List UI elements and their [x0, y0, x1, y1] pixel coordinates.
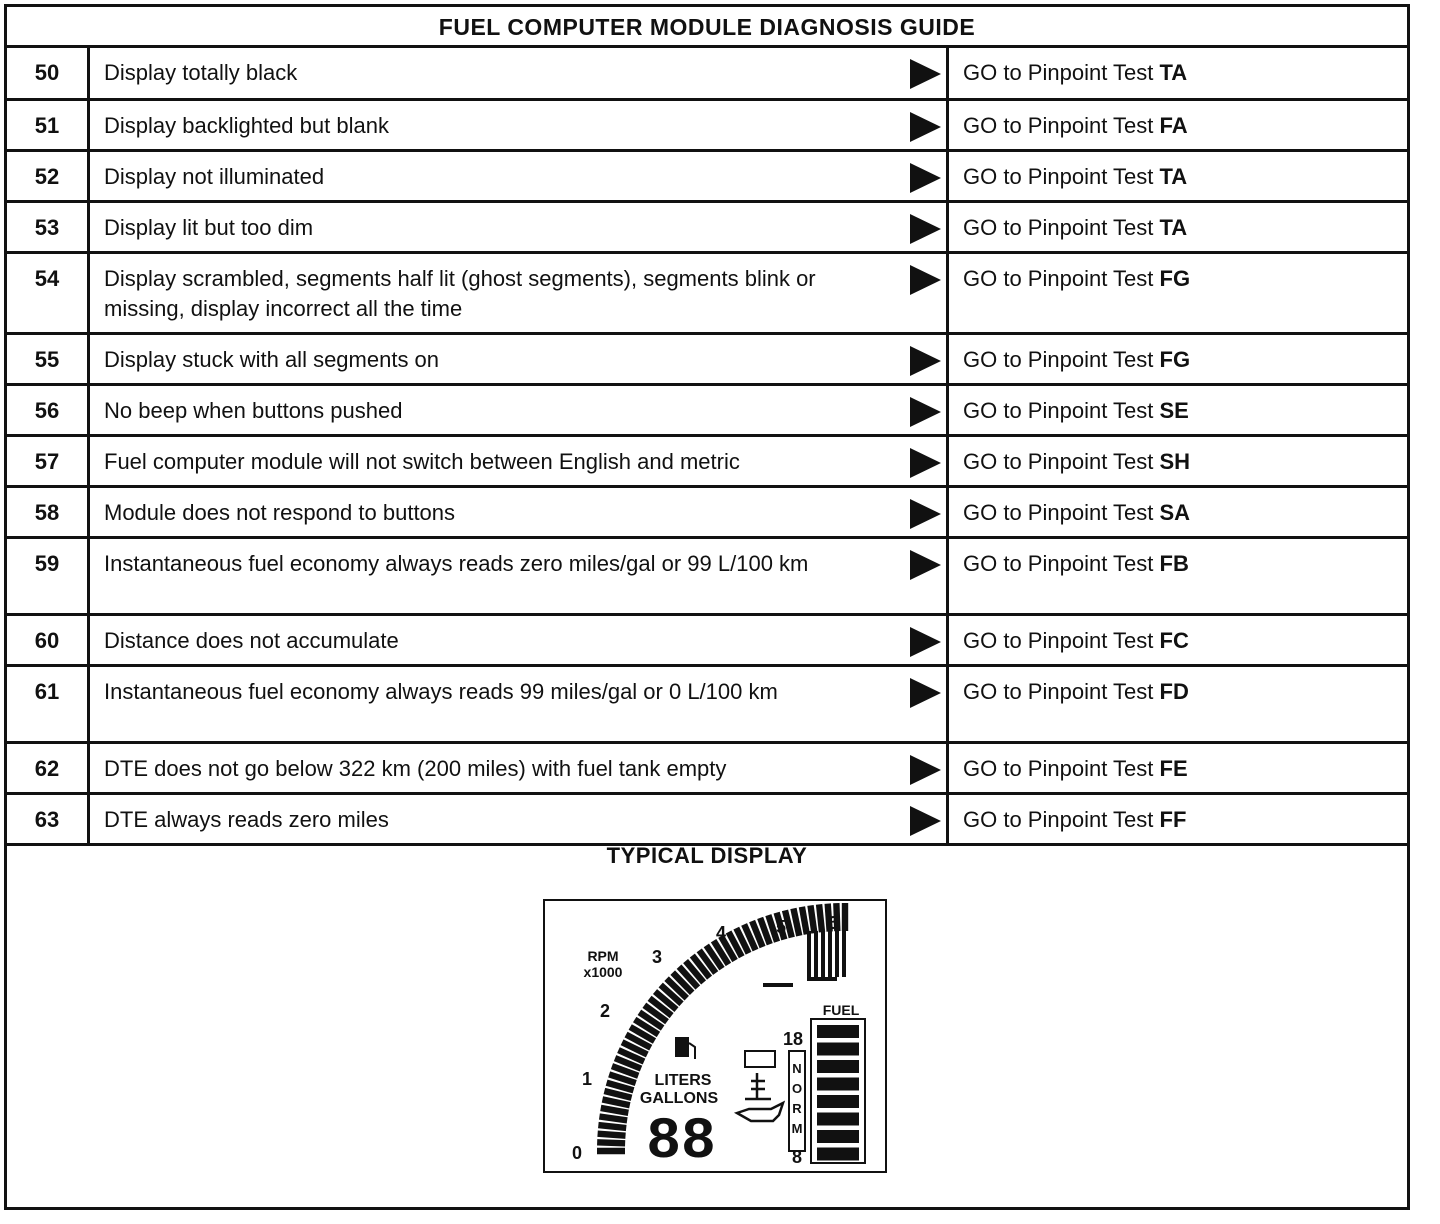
- action-prefix: GO to Pinpoint Test: [963, 550, 1154, 576]
- pinpoint-test-code: FE: [1159, 755, 1188, 781]
- units-label-liters: LITERS: [654, 1072, 712, 1089]
- diagnosis-guide: [4, 4, 1410, 1210]
- coolant-temp-icon: [745, 1073, 771, 1099]
- rpm-scale-label: 4: [715, 923, 727, 943]
- row-description-cell: [89, 486, 948, 537]
- action-prefix: GO to Pinpoint Test: [963, 397, 1154, 423]
- rpm-segment: [810, 905, 814, 933]
- row-action: [948, 48, 1408, 99]
- right-arrow-icon: [908, 498, 942, 530]
- fuel-bar-segment: [817, 1025, 859, 1038]
- rpm-baseline: [763, 983, 793, 987]
- row-code: 57: [7, 435, 89, 486]
- action-prefix: GO to Pinpoint Test: [963, 265, 1154, 291]
- fuel-label: FUEL: [822, 1002, 860, 1018]
- rpm-scale-label: 2: [599, 1001, 611, 1021]
- row-description: Display stuck with all segments on: [104, 346, 440, 372]
- rpm-baseline: [807, 977, 837, 981]
- row-action: [948, 150, 1408, 201]
- row-action: [948, 742, 1408, 793]
- right-arrow-icon: [908, 162, 942, 194]
- rpm-scale-label: 0: [571, 1143, 583, 1163]
- row-action: [948, 99, 1408, 150]
- right-arrow-icon: [908, 677, 942, 709]
- pinpoint-test-code: FG: [1159, 265, 1191, 291]
- row-description-cell: [89, 252, 948, 333]
- row-description: No beep when buttons pushed: [104, 397, 403, 423]
- rpm-segment: [597, 1142, 625, 1143]
- row-code: 60: [7, 614, 89, 665]
- table-row: [7, 252, 1407, 333]
- fuel-bar-segment: [817, 1095, 859, 1108]
- fuel-bar-segment: [817, 1060, 859, 1073]
- rpm-segment: [785, 910, 792, 937]
- row-description: Instantaneous fuel economy always reads 99 miles/gal or 0 L/100 km: [104, 678, 778, 704]
- rpm-segment: [842, 931, 846, 977]
- rpm-segment: [793, 908, 799, 935]
- action-prefix: GO to Pinpoint Test: [963, 755, 1154, 781]
- units-label-gallons: GALLONS: [639, 1090, 719, 1107]
- row-description-cell: [89, 333, 948, 384]
- rpm-multiplier-label: x1000: [583, 964, 623, 980]
- rpm-segment: [828, 931, 832, 977]
- row-action: [948, 537, 1408, 614]
- row-description-cell: [89, 435, 948, 486]
- row-code: 58: [7, 486, 89, 537]
- row-action: [948, 435, 1408, 486]
- numeric-readout: 88: [646, 1110, 716, 1171]
- action-prefix: GO to Pinpoint Test: [963, 627, 1154, 653]
- rpm-segment: [819, 904, 822, 932]
- table-row: [7, 384, 1407, 435]
- typical-display-heading: TYPICAL DISPLAY: [606, 843, 808, 868]
- pinpoint-test-code: FD: [1159, 678, 1189, 704]
- row-code: 56: [7, 384, 89, 435]
- table-row: [7, 486, 1407, 537]
- row-description: Fuel computer module will not switch between English and metric: [104, 448, 740, 474]
- fuel-scale-top: 18: [782, 1029, 804, 1049]
- right-arrow-icon: [908, 111, 942, 143]
- row-description-cell: [89, 201, 948, 252]
- table-row: [7, 742, 1407, 793]
- row-action: [948, 486, 1408, 537]
- right-arrow-icon: [908, 264, 942, 296]
- pinpoint-test-code: FF: [1159, 806, 1187, 832]
- norm-letter: N: [792, 1061, 802, 1076]
- table-row: [7, 48, 1407, 99]
- row-action: [948, 665, 1408, 742]
- row-description: DTE does not go below 322 km (200 miles) with fuel tank empty: [104, 755, 727, 781]
- row-code: 63: [7, 793, 89, 844]
- row-code: 61: [7, 665, 89, 742]
- rpm-scale-label: 6: [827, 913, 839, 933]
- typical-display-section: [7, 833, 1407, 1207]
- right-arrow-icon: [908, 754, 942, 786]
- row-description: Display backlighted but blank: [104, 112, 389, 138]
- rpm-segment: [602, 1099, 629, 1105]
- fuel-bar-segment: [817, 1148, 859, 1161]
- rpm-segment: [807, 931, 811, 977]
- diagnosis-table: [7, 48, 1407, 846]
- table-row: [7, 614, 1407, 665]
- row-action: [948, 614, 1408, 665]
- norm-letter: M: [791, 1121, 803, 1136]
- row-code: 55: [7, 333, 89, 384]
- row-action: [948, 252, 1408, 333]
- row-code: 50: [7, 48, 89, 99]
- right-arrow-icon: [908, 396, 942, 428]
- oil-can-icon: [737, 1103, 783, 1121]
- lcd-illustration: [545, 901, 885, 1171]
- right-arrow-icon: [908, 805, 942, 837]
- row-code: 52: [7, 150, 89, 201]
- pinpoint-test-code: FA: [1159, 112, 1188, 138]
- rpm-scale-label: 1: [581, 1069, 593, 1089]
- row-action: [948, 201, 1408, 252]
- row-code: 59: [7, 537, 89, 614]
- row-description: DTE always reads zero miles: [104, 806, 389, 832]
- action-prefix: GO to Pinpoint Test: [963, 678, 1154, 704]
- row-code: 53: [7, 201, 89, 252]
- table-row: [7, 201, 1407, 252]
- pinpoint-test-code: TA: [1159, 214, 1188, 240]
- row-description: Distance does not accumulate: [104, 627, 399, 653]
- rpm-scale-label: 5: [775, 917, 787, 937]
- action-prefix: GO to Pinpoint Test: [963, 112, 1154, 138]
- pinpoint-test-code: TA: [1159, 163, 1188, 189]
- row-description-cell: [89, 665, 948, 742]
- rpm-segment: [598, 1125, 626, 1128]
- rpm-segment: [814, 931, 818, 977]
- table-row: [7, 537, 1407, 614]
- pinpoint-test-code: SE: [1159, 397, 1189, 423]
- battery-icon: [745, 1051, 775, 1067]
- row-code: 51: [7, 99, 89, 150]
- row-description: Display scrambled, segments half lit (ghost segments), segments blink or missing, display incorrect all the time: [104, 265, 816, 321]
- guide-title: FUEL COMPUTER MODULE DIAGNOSIS GUIDE: [7, 7, 1407, 48]
- row-description: Display totally black: [104, 60, 298, 85]
- row-code: 62: [7, 742, 89, 793]
- row-description: Module does not respond to buttons: [104, 499, 456, 525]
- right-arrow-icon: [908, 549, 942, 581]
- rpm-segment: [802, 907, 807, 935]
- norm-letter: O: [791, 1081, 803, 1096]
- fuel-scale-bottom: 8: [791, 1147, 803, 1167]
- rpm-label: RPM: [587, 948, 619, 964]
- right-arrow-icon: [908, 58, 942, 90]
- rpm-segment: [601, 1108, 629, 1113]
- right-arrow-icon: [908, 626, 942, 658]
- row-description-cell: [89, 384, 948, 435]
- table-row: [7, 333, 1407, 384]
- action-prefix: GO to Pinpoint Test: [963, 806, 1154, 832]
- fuel-bar-segment: [817, 1078, 859, 1091]
- row-description-cell: [89, 150, 948, 201]
- row-action: [948, 384, 1408, 435]
- lcd-display: [543, 899, 887, 1173]
- rpm-scale-label: 3: [651, 947, 663, 967]
- action-prefix: GO to Pinpoint Test: [963, 346, 1154, 372]
- action-prefix: GO to Pinpoint Test: [963, 448, 1154, 474]
- pinpoint-test-code: TA: [1159, 60, 1188, 85]
- rpm-segment: [821, 931, 825, 977]
- rpm-segment: [598, 1134, 626, 1136]
- pinpoint-test-code: FB: [1159, 550, 1189, 576]
- row-description: Display lit but too dim: [104, 214, 314, 240]
- right-arrow-icon: [908, 345, 942, 377]
- action-prefix: GO to Pinpoint Test: [963, 163, 1154, 189]
- right-arrow-icon: [908, 447, 942, 479]
- row-description-cell: [89, 48, 948, 99]
- pinpoint-test-code: FG: [1159, 346, 1191, 372]
- table-row: [7, 665, 1407, 742]
- row-description-cell: [89, 99, 948, 150]
- table-row: [7, 99, 1407, 150]
- action-prefix: GO to Pinpoint Test: [963, 499, 1154, 525]
- row-description-cell: [89, 537, 948, 614]
- fuel-pump-icon: [675, 1037, 695, 1059]
- action-prefix: GO to Pinpoint Test: [963, 214, 1154, 240]
- rpm-segment: [604, 1091, 631, 1098]
- row-description-cell: [89, 614, 948, 665]
- table-row: [7, 435, 1407, 486]
- row-code: 54: [7, 252, 89, 333]
- fuel-bar-segment: [817, 1113, 859, 1126]
- rpm-segment: [835, 931, 839, 977]
- fuel-bar-segment: [817, 1043, 859, 1056]
- action-prefix: GO to Pinpoint Test: [963, 60, 1154, 85]
- row-action: [948, 333, 1408, 384]
- norm-letter: R: [792, 1101, 802, 1116]
- pinpoint-test-code: FC: [1159, 627, 1189, 653]
- table-row: [7, 150, 1407, 201]
- row-description: Display not illuminated: [104, 163, 325, 189]
- row-description: Instantaneous fuel economy always reads zero miles/gal or 99 L/100 km: [104, 550, 809, 576]
- row-description-cell: [89, 742, 948, 793]
- rpm-segment: [599, 1116, 627, 1120]
- pinpoint-test-code: SA: [1159, 499, 1191, 525]
- fuel-bar-segment: [817, 1130, 859, 1143]
- right-arrow-icon: [908, 213, 942, 245]
- pinpoint-test-code: SH: [1159, 448, 1191, 474]
